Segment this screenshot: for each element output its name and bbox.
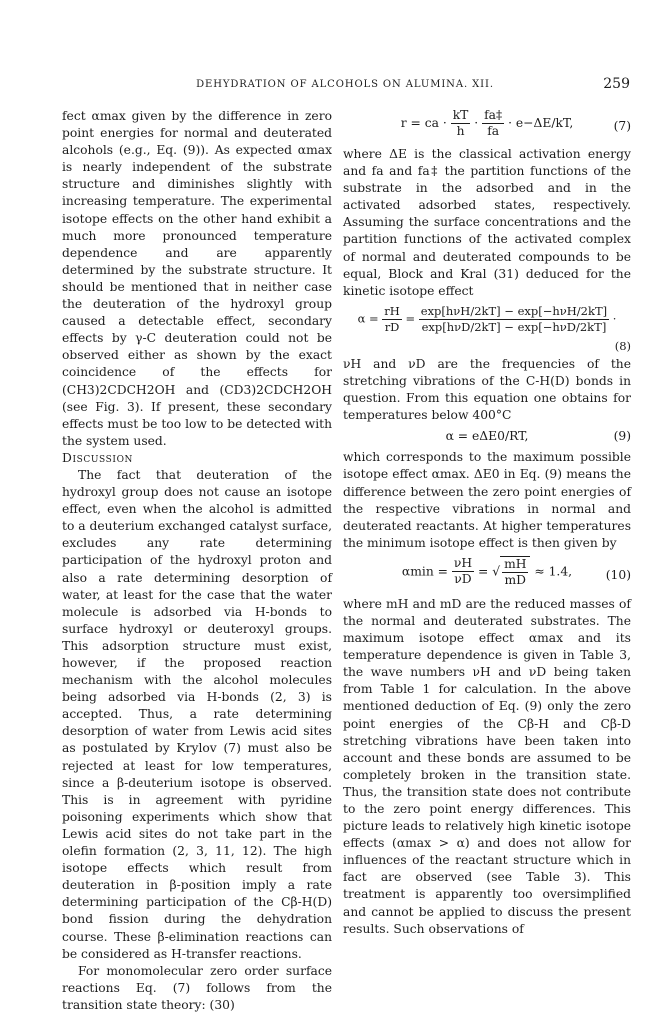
eq8-frac-rates: [382, 304, 402, 335]
eq7-frac-partition: [482, 108, 504, 139]
page-header: [60, 76, 630, 92]
eq10-square-root: [500, 556, 530, 588]
eq8-frac-exp: [419, 304, 609, 335]
eq10-frac2-den: mD: [504, 572, 527, 587]
eq7-lhs: r = ca ·: [400, 116, 447, 130]
eq8-number: (8): [614, 338, 631, 353]
running-head: DEHYDRATION OF ALCOHOLS ON ALUMINA. XII.: [196, 79, 494, 90]
eq8-frac1-num: rH: [384, 303, 400, 318]
section-heading: Discussion: [62, 450, 134, 465]
right-column: [343, 108, 631, 938]
discussion-paragraph-2: For monomolecular zero order surface reactions Eq. (7) follows from the transition state theory: (30): [62, 963, 332, 1012]
eq10-tail: ≈ 1.4,: [534, 564, 573, 579]
eq7-frac2-den: fa: [487, 124, 500, 138]
equation-10: αmin = $\frac{\nu H}{\nu D}$ = √ $\frac{mH}{mD}$ ≈ 1.4, (10): [401, 556, 631, 587]
equation-9: [343, 428, 631, 445]
right-paragraph-3: which corresponds to the maximum possible isotope effect αmax. ΔE0 in Eq. (9) means the difference between the zero point energies of the respective vibrations in normal and deuterated reactants. At higher temperatures the minimum isotope effect is then given by: [343, 450, 631, 550]
eq10-frac-frequencies: [452, 556, 474, 587]
right-paragraph-4: where mH and mD are the reduced masses of the normal and deuterated substrates. The maximum isotope effect αmax and its temperature dependence is given in Table 3, the wave numbers νH and νD being taken from Table 1 for calculation. In the above mentioned deduction of Eq. (9) only the zero point energies of the Cβ-H and Cβ-D stretching vibrations have been taken into account and these bonds are assumed to be completely broken in the transition state. Thus, the transition state does not contribute to the zero point energy differences. This picture leads to relatively high kinetic isotope effects (αmax > α) and does not allow for influences of the reactant structure which in fact are observed (see Table 3). This treatment is apparently too oversimplified and cannot be applied to discuss the present results. Such observations of: [343, 596, 631, 936]
eq10-frac1-den: νD: [454, 572, 472, 587]
eq7-tail: · e−ΔE/kT,: [508, 116, 574, 130]
eq10-number: (10): [605, 567, 631, 582]
eq7-frac1-num: kT: [452, 108, 469, 122]
eq7-frac2-num: fa‡: [484, 108, 503, 122]
eq8-lhs: α =: [357, 311, 379, 326]
eq10-frac1-num: νH: [453, 556, 473, 571]
eq10-frac-masses: [502, 557, 528, 588]
left-column: [62, 108, 332, 1014]
eq10-mid: =: [478, 564, 489, 579]
right-paragraph-1: where ΔE is the classical activation energy and fa and fa‡ the partition functions of the substrate in the adsorbed and in the activated adsorbed states, respectively. Assuming the surface concentrations and the partition functions of the activated complex of normal and deuterated compounds to be equal, Block and Kral (31) deduced for the kinetic isotope effect: [343, 147, 631, 298]
eq10-frac2-num: mH: [504, 556, 527, 571]
eq8-frac1-den: rD: [384, 319, 400, 334]
equation-7: r = ca · $\frac{kT}{h}$ · $\frac{fa\ddagger}{fa}$ · e−ΔE/kT, (7): [400, 108, 631, 138]
page-number: 259: [603, 76, 630, 92]
eq10-lhs: αmin =: [401, 564, 448, 579]
results-paragraph-end: fect αmax given by the difference in zero point energies for normal and deuterated alcohols (e.g., Eq. (9)). As expected αmax is nearly independent of the substrate structure and diminishes slightly with increasing temperature. The experimental isotope effects on the other hand exhibit a much more pronounced temperature dependence and are apparently determined by the substrate structure. It should be mentioned that in neither case the deuteration of the hydroxyl group caused a detectable effect, secondary effects by γ-C deuteration could not be observed either as shown by the exact coincidence of the effects for (CH3)2CDCH2OH and (CD3)2CDCH2OH (see Fig. 3). If present, these secondary effects must be too low to be detected with the system used.: [62, 109, 332, 448]
eq7-frac1-den: h: [456, 124, 465, 138]
eq9-number: (9): [613, 429, 631, 444]
eq8-frac2-num: exp[hνH/2kT] − exp[−hνH/2kT]: [420, 303, 608, 318]
eq9-expr: α = eΔE0/RT,: [445, 429, 529, 444]
eq7-number: (7): [613, 119, 631, 133]
eq8-tail: ·: [612, 311, 617, 326]
discussion-paragraph-1: The fact that deuteration of the hydroxyl group does not cause an isotope effect, even when the alcohol is admitted to a deuterium exchanged catalyst surface, excludes any rate determining participation of the hydroxyl proton and also a rate determining desorption of water, at least for the case that the water molecule is adsorbed via H-bonds to surface hydroxyl or deuteroxyl groups. This adsorption structure must exist, however, if the proposed reaction mechanism with the alcohol molecules being adsorbed via H-bonds (2, 3) is accepted. Thus, a rate determining desorption of water from Lewis acid sites as postulated by Krylov (7) must also be rejected at least for low temperatures, since a β-deuterium isotope is observed. This is in agreement with pyridine poisoning experiments which show that Lewis acid sites do not take part in the olefin formation (2, 3, 11, 12). The high isotope effects which result from deuteration in β-position imply a rate determining participation of the Cβ-H(D) bond fission during the dehydration course. These β-elimination reactions can be considered as H-transfer reactions.: [62, 467, 332, 961]
eq8-frac2-den: exp[hνD/2kT] − exp[−hνD/2kT]: [421, 319, 607, 334]
equation-8: α = $\frac{rH}{rD}$ = $\frac{\text{exp[hνH/2kT] − exp[−hνH/2kT]}}{\text{exp[hνD/2kT] − exp[−hνD/2kT]}}$ · (8): [343, 304, 631, 356]
eq7-frac-kt-h: [451, 108, 471, 139]
right-paragraph-2: νH and νD are the frequencies of the stretching vibrations of the C-H(D) bonds in question. From this equation one obtains for temperatures below 400°C: [343, 356, 631, 423]
